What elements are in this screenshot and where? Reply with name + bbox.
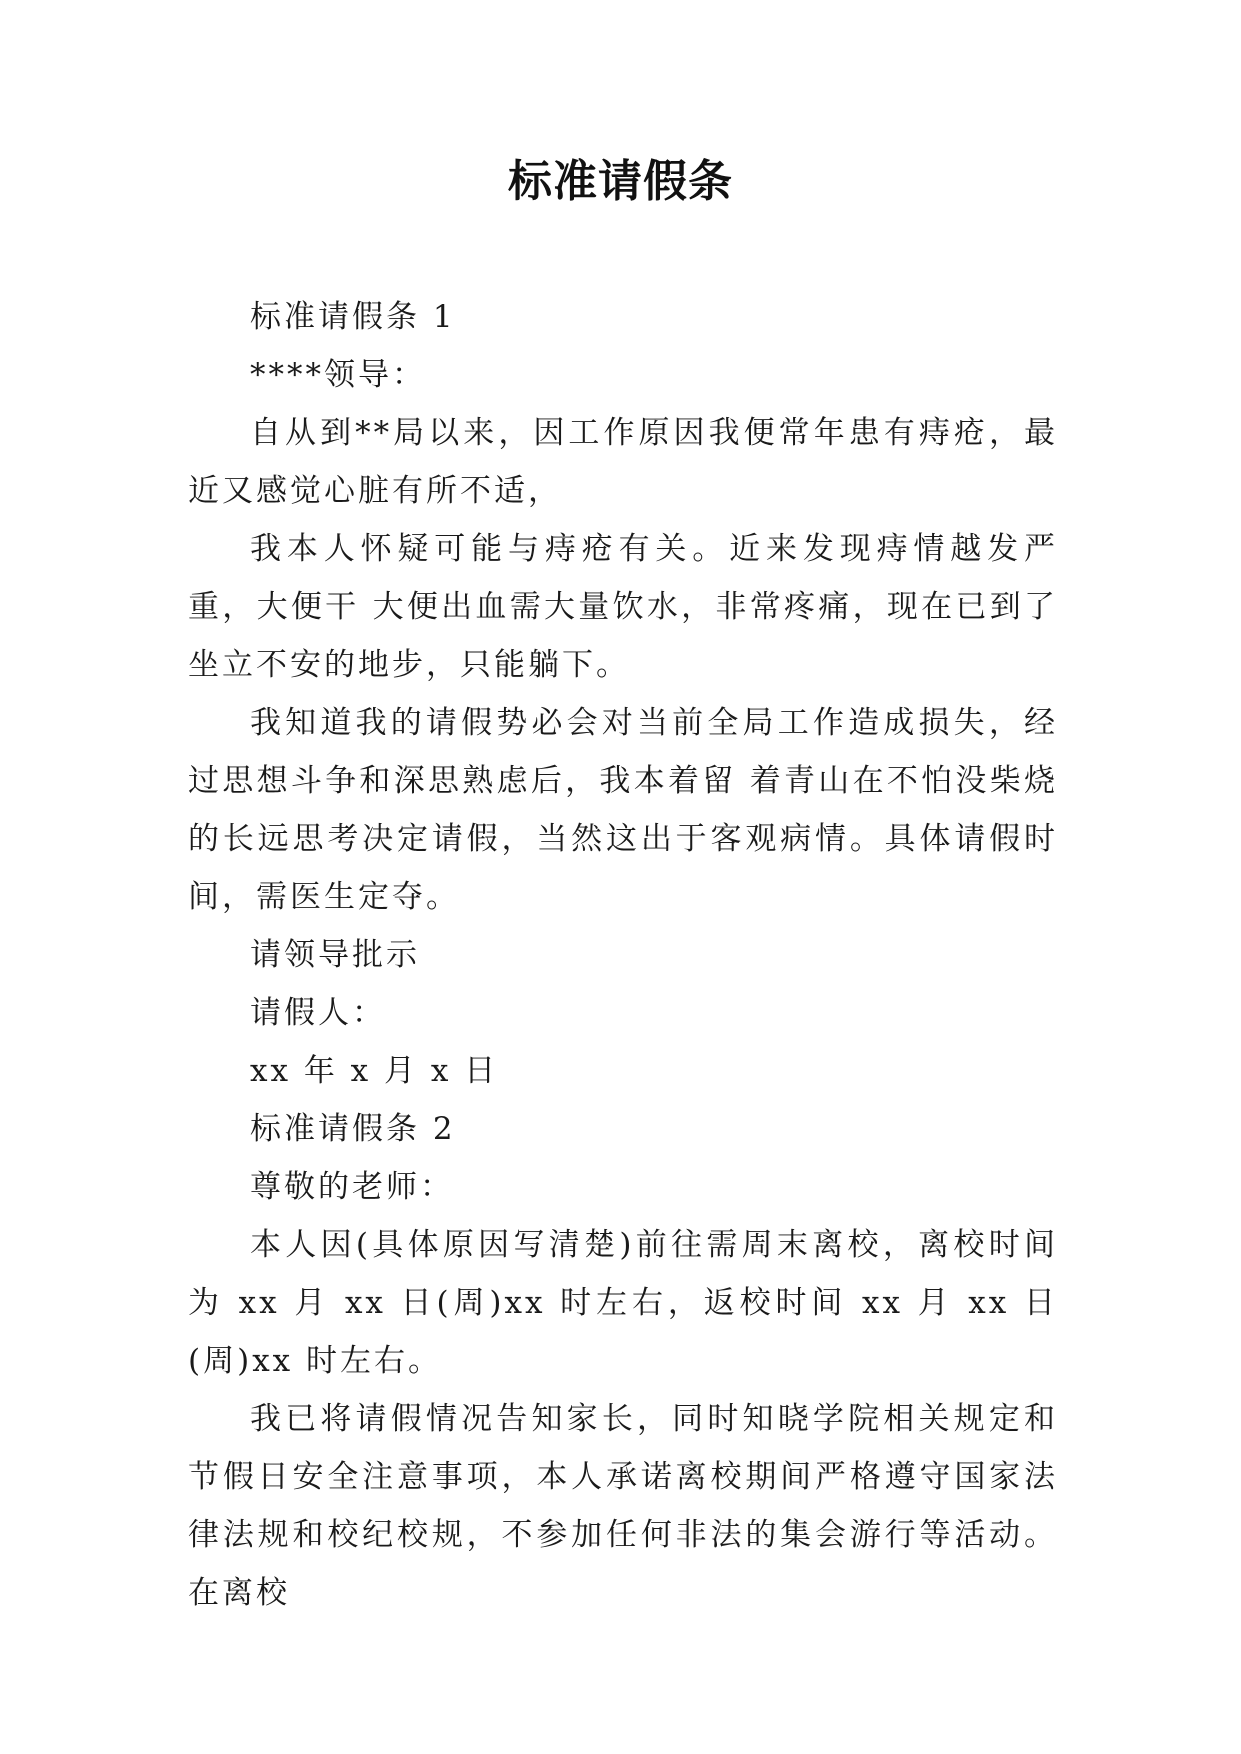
date-line: xx 年 x 月 x 日 [250, 1053, 499, 1089]
request-line: 请领导批示 [250, 937, 420, 973]
section-heading-1: 标准请假条 1 [250, 299, 456, 335]
salutation-1: ****领导： [250, 357, 426, 393]
signature-line: 请假人： [250, 995, 386, 1031]
salutation-2: 尊敬的老师： [250, 1169, 454, 1205]
body-paragraph: 我知道我的请假势必会对当前全局工作造成损失，经过思想斗争和深思熟虑后，我本着留 着青山在不怕没柴烧的长远思考决定请假，当然这出于客观病情。具体请假时间，需医生定夺。 [188, 705, 1058, 915]
body-paragraph: 我已将请假情况告知家长，同时知晓学院相关规定和节假日安全注意事项，本人承诺离校期间严格遵守国家法律法规和校纪校规，不参加任何非法的集会游行等活动。在离校 [188, 1401, 1058, 1611]
document-title: 标准请假条 [508, 156, 733, 207]
document-body [188, 288, 1058, 1622]
body-paragraph: 本人因(具体原因写清楚)前往需周末离校，离校时间为 xx 月 xx 日(周)xx 时左右，返校时间 xx 月 xx 日(周)xx 时左右。 [188, 1227, 1058, 1379]
body-paragraph: 自从到**局以来，因工作原因我便常年患有痔疮，最近又感觉心脏有所不适， [188, 415, 1058, 509]
body-paragraph: 我本人怀疑可能与痔疮有关。近来发现痔情越发严重，大便干 大便出血需大量饮水，非常疼痛，现在已到了坐立不安的地步，只能躺下。 [188, 531, 1058, 683]
section-heading-2: 标准请假条 2 [250, 1111, 456, 1147]
